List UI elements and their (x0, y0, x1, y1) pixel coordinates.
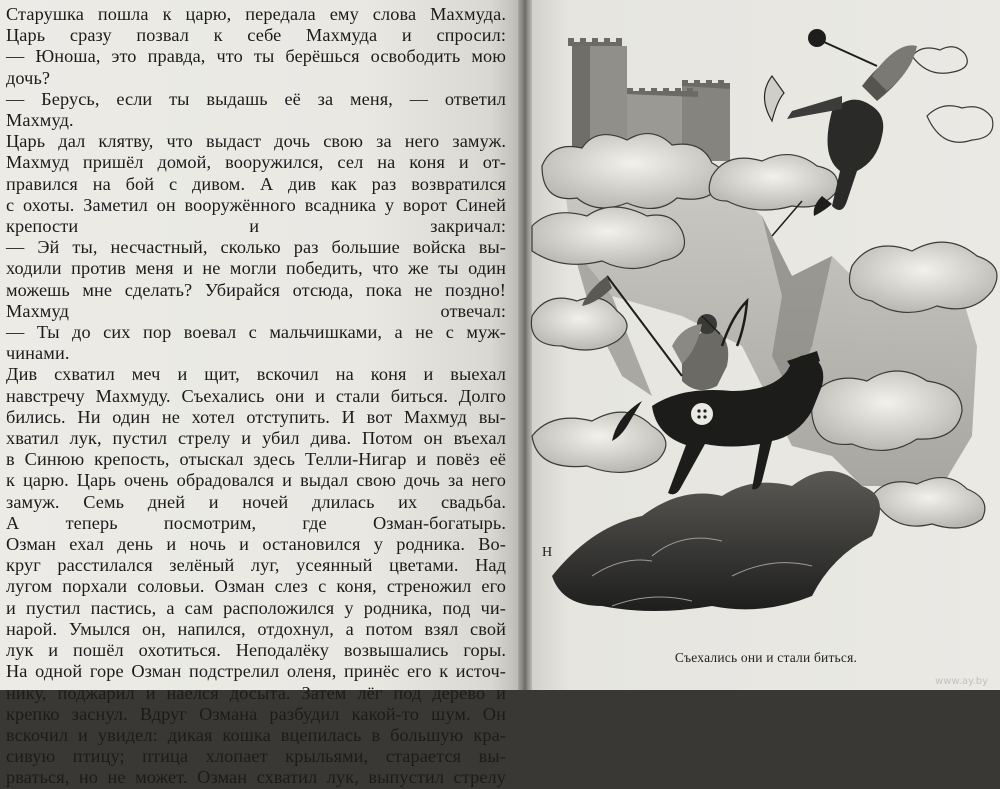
text-line: дочь? (6, 67, 51, 88)
text-line: — Эй ты, несчастный, сколько раз большие войска вы- (6, 237, 506, 258)
artist-signature: Н (542, 545, 553, 560)
text-column (6, 4, 506, 789)
text-line: — Берусь, если ты выдашь её за меня, — ответил (6, 88, 506, 109)
text-line: хватил лук, пустил стрелу и убил дива. Потом он въехал (6, 428, 506, 449)
text-line: Озман ехал день и ночь и остановился у родника. Во- (6, 534, 506, 555)
text-line: круг расстилался зелёный луг, усеянный цветами. Над (6, 555, 506, 576)
text-line: Старушка пошла к царю, передала ему слова Махмуда. (6, 4, 506, 24)
text-line: А теперь посмотрим, где Озман-богатырь. (6, 512, 506, 533)
text-line: крепости и закричал: (6, 216, 506, 237)
rocky-peak (552, 471, 880, 611)
text-line: с охоты. Заметил он вооружённого всадника у ворот Синей (6, 194, 506, 215)
text-line: в Синюю крепость, отыскал здесь Телли-Нигар и повёз её (6, 449, 506, 470)
text-line: лугом порхали соловьи. Озман слез с коня, стреножил его (6, 576, 506, 597)
text-line: нарой. Умылся он, напился, отдохнул, а потом взял свой (6, 618, 506, 639)
battle-illustration (532, 16, 1000, 646)
text-line: бились. Ни один не хотел отступить. И вот Махмуд вы- (6, 406, 506, 427)
text-line: навстречу Махмуду. Съехались они и стали биться. Долго (6, 385, 506, 406)
text-line: Махмуд отвечал: (6, 300, 506, 321)
text-line: ходили против меня и не могли победить, что же ты один (6, 258, 506, 279)
text-line: вскочил и увидел: дикая кошка вцепилась в большую кра- (6, 724, 506, 745)
text-line: — Юноша, это правда, что ты берёшься освободить мою (6, 46, 506, 67)
right-page (532, 0, 1000, 690)
text-line: нику, поджарил и наелся досыта. Затем лёг под дерево и (6, 682, 506, 703)
text-line: Махмуд. (6, 110, 74, 131)
text-line: лук и пошёл охотиться. Неподалёку возвышались горы. (6, 640, 506, 661)
text-line: чинами. (6, 343, 70, 364)
text-line: Див схватил меч и щит, вскочил на коня и выехал (6, 364, 506, 385)
text-line: правился на бой с дивом. А див как раз возвратился (6, 173, 506, 194)
text-line: сивую птицу; птица хлопает крыльями, старается вы- (6, 746, 506, 767)
text-line: — Ты до сих пор воевал с мальчишками, а не с муж- (6, 322, 506, 343)
text-line: можешь мне сделать? Убирайся отсюда, пока не поздно! (6, 279, 506, 300)
text-line: и пустил пастись, а сам расположился у родника, под чи- (6, 597, 506, 618)
text-line: к царю. Царь очень обрадовался и выдал свою дочь за него (6, 470, 506, 491)
text-line: Царь сразу позвал к себе Махмуда и спросил: (6, 25, 506, 46)
text-line: замуж. Семь дней и ночей длилась их свадьба. (6, 491, 506, 512)
text-line: На одной горе Озман подстрелил оленя, принёс его к источ- (6, 661, 506, 682)
text-line: рваться, но не может. Озман схватил лук, выпустил стрелу (6, 767, 506, 788)
text-line: Царь дал клятву, что выдаст дочь свою за него замуж. (6, 131, 506, 152)
watermark: www.ay.by (935, 676, 988, 687)
text-line: Махмуд пришёл домой, вооружился, сел на коня и от- (6, 152, 506, 173)
illustration-caption: Съехались они и стали биться. (674, 650, 858, 665)
text-line: крепко заснул. Вдруг Озмана разбудил какой-то шум. Он (6, 703, 506, 724)
